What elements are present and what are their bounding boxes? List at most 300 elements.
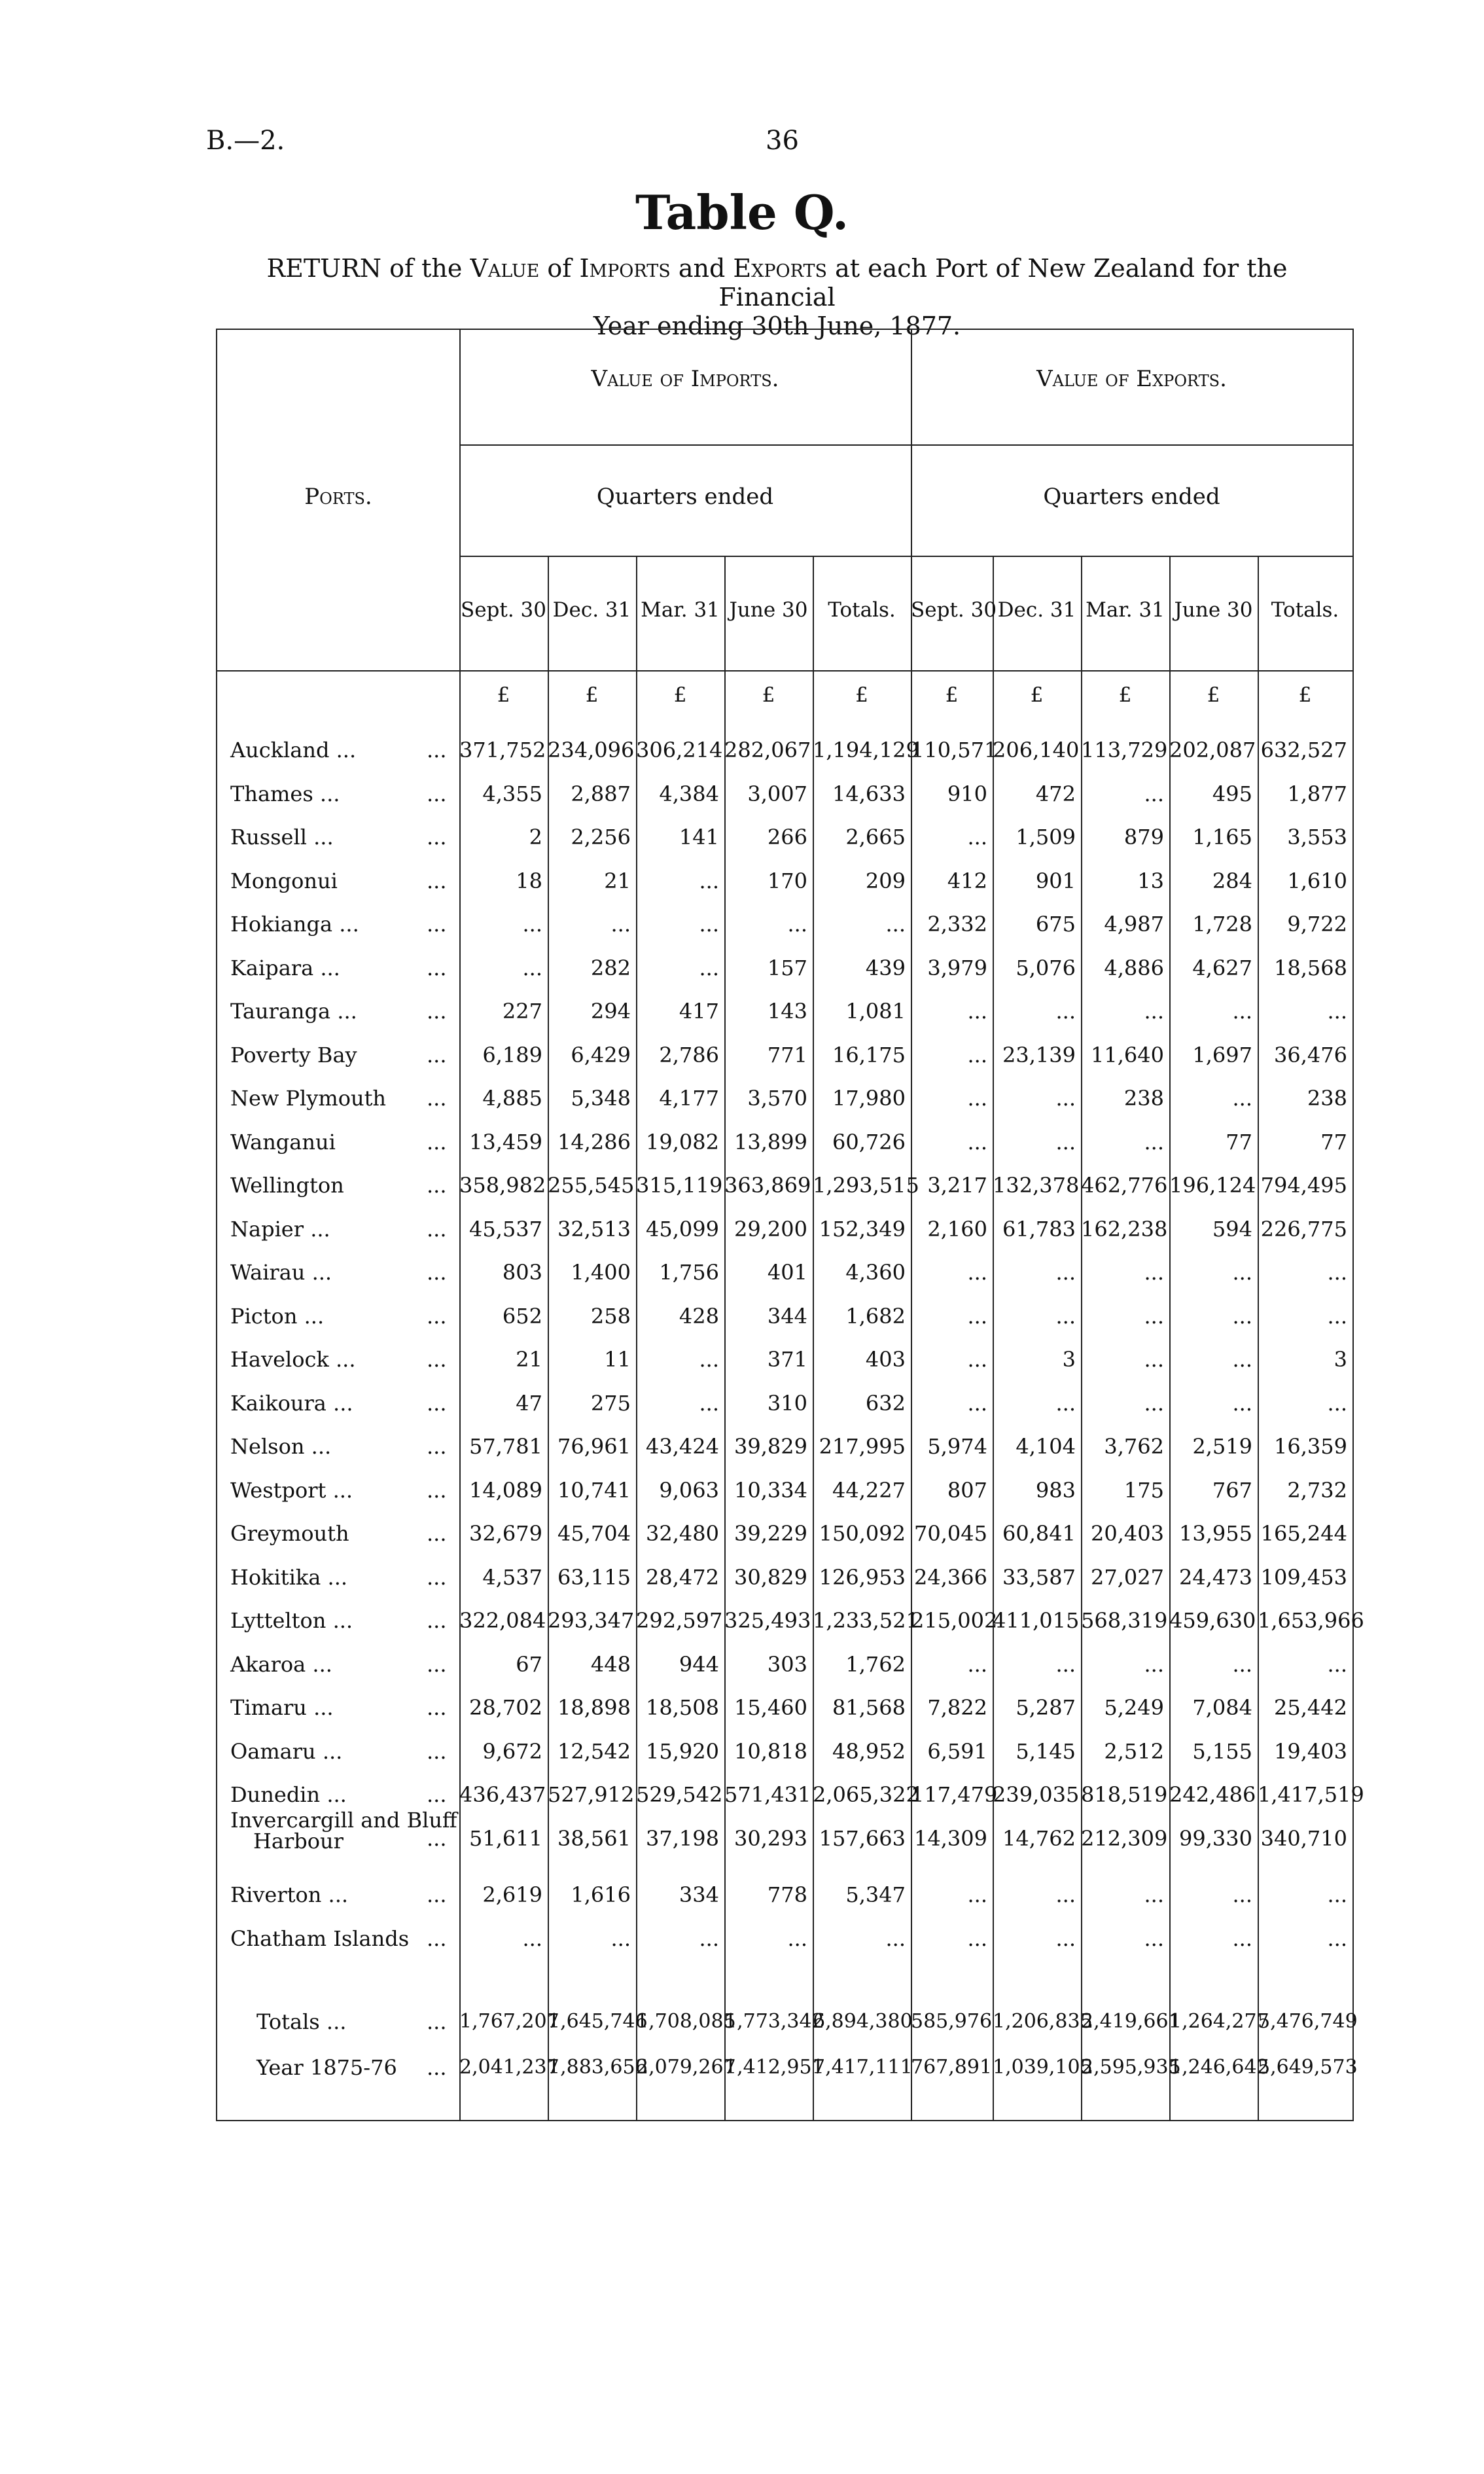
table-cell: ... [1144,1347,1164,1372]
table-cell: 206,140 [993,738,1080,762]
table-cell: ... [967,1303,987,1329]
port-name: Greymouth [230,1521,349,1546]
table-cell: 157 [767,955,807,980]
table-cell: 803 [502,1260,542,1285]
table-cell: 5,145 [1016,1738,1076,1764]
table-cell: ... [1232,1390,1252,1416]
imports-quarters-label: Quarters ended [596,484,774,510]
table-cell: 901 [1035,868,1076,893]
table-cell: 4,360 [845,1260,906,1285]
port-name: Dunedin ... [230,1782,347,1807]
table-cell: 143 [767,999,807,1024]
table-cell: 19,403 [1274,1738,1347,1764]
table-cell: ... [1144,999,1164,1024]
table-cell: 5,347 [845,1882,906,1907]
table-cell: 344 [767,1303,807,1329]
leader-dots: ... [427,1434,447,1459]
table-cell: 109,453 [1260,1564,1347,1590]
table-cell: 217,995 [819,1434,906,1459]
table-cell: 3,570 [747,1086,807,1111]
table-cell: 778 [767,1882,807,1907]
table-cell: 48,952 [832,1738,906,1764]
table-cell: 1,708,085 [636,2010,736,2033]
currency-symbol: £ [855,683,868,707]
table-cell: 157,663 [819,1825,906,1851]
table-cell: 15,920 [646,1738,719,1764]
table-cell: 117,479 [911,1782,998,1807]
table-cell: ... [967,1926,987,1951]
table-cell: 4,537 [482,1564,542,1590]
table-cell: 10,818 [734,1738,807,1764]
leader-dots: ... [427,999,447,1024]
table-cell: 2,256 [571,825,631,850]
table-cell: 14,309 [914,1825,987,1851]
currency-symbol: £ [1207,683,1220,707]
leader-dots: ... [427,781,447,806]
table-cell: 13,899 [734,1129,807,1155]
table-cell: 879 [1123,825,1164,850]
table-cell: ... [967,1882,987,1907]
table-cell: 1,697 [1192,1042,1252,1067]
table-cell: 16,175 [832,1042,906,1067]
table-cell: ... [885,1926,906,1951]
table-cell: 16,359 [1274,1434,1347,1459]
table-cell: 61,783 [1002,1216,1076,1242]
port-name: Invercargill and Bluff [230,1807,457,1833]
column-header: Mar. 31 [641,598,720,622]
table-row [217,1427,1352,1466]
table-cell: 113,729 [1081,738,1168,762]
table-cell: ... [1232,1926,1252,1951]
table-cell: 9,722 [1287,912,1347,937]
table-cell: ... [967,999,987,1024]
table-cell: 202,087 [1169,738,1256,762]
exports-quarters-label: Quarters ended [1043,484,1220,510]
table-cell: ... [699,868,719,893]
imports-header: Value of Imports. [591,366,779,392]
caption-line2: Year ending 30th June, 1877. [593,312,961,340]
table-row [217,861,1352,901]
table-cell: 1,264,277 [1169,2010,1269,2033]
port-name: Auckland ... [230,738,357,762]
table-cell: ... [610,1926,631,1951]
table-cell: ... [967,1347,987,1372]
table-cell: 2,079,267 [636,2056,736,2079]
table-cell: 32,679 [469,1521,542,1546]
table-cell: ... [1144,1651,1164,1677]
table-cell: 5,649,573 [1258,2056,1358,2079]
table-cell: 63,115 [557,1564,631,1590]
table-cell: 371 [767,1347,807,1372]
table-cell: ... [699,912,719,937]
table-cell: 594 [1212,1216,1252,1242]
table-cell: 334 [679,1882,719,1907]
table-cell: 226,775 [1260,1216,1347,1242]
table-cell: 411,015 [993,1608,1080,1633]
table-cell: ... [967,1651,987,1677]
table-cell: 325,493 [724,1608,811,1633]
table-cell: 234,096 [548,738,635,762]
table-cell: ... [1055,1651,1076,1677]
table-cell: 1,039,105 [993,2056,1093,2079]
table-cell: 1,645,746 [548,2010,648,2033]
currency-symbol: £ [762,683,775,707]
table-cell: 340,710 [1260,1825,1347,1851]
leader-dots: ... [427,738,447,762]
table-cell: 322,084 [459,1608,546,1633]
table-cell: 417 [679,999,719,1024]
table-cell: 7,822 [927,1695,987,1720]
port-name: Chatham Islands [230,1926,410,1951]
table-row [217,1340,1352,1379]
leader-dots: ... [427,1825,447,1851]
page-id: B.—2. [206,126,285,156]
rule-under-colheads [217,670,1352,672]
table-cell: 18,508 [646,1695,719,1720]
table-cell: ... [699,1390,719,1416]
table-cell: 4,177 [659,1086,719,1111]
table-row [217,730,1352,770]
leader-dots: ... [427,1042,447,1067]
table-cell: 4,886 [1104,955,1164,980]
table-cell: ... [967,1390,987,1416]
table-cell: 1,883,656 [548,2056,648,2079]
leader-dots: ... [427,825,447,850]
table-cell: 5,155 [1192,1738,1252,1764]
table-row [217,948,1352,988]
table-cell: 9,063 [659,1477,719,1503]
table-cell: 3,007 [747,781,807,806]
table-cell: 2,786 [659,1042,719,1067]
table-cell: ... [610,912,631,937]
table-cell: 20,403 [1091,1521,1164,1546]
table-cell: ... [1144,1303,1164,1329]
table-cell: 266 [767,825,807,850]
leader-dots: ... [427,1564,447,1590]
table-cell: 255,545 [548,1173,635,1198]
totals-row [217,2048,1358,2087]
table-cell: 1,773,342 [724,2010,824,2033]
table-cell: 5,076 [1016,955,1076,980]
table-cell: 2,595,935 [1081,2056,1181,2079]
table-cell: 767 [1212,1477,1252,1503]
table-cell: 14,089 [469,1477,542,1503]
table-cell: 571,431 [724,1782,811,1807]
table-cell: 7,417,111 [813,2056,913,2079]
table-row [217,1732,1352,1771]
table-cell: 1,246,642 [1169,2056,1269,2079]
table-cell: 25,442 [1274,1695,1347,1720]
table-cell: 2 [529,825,542,850]
table-cell: 150,092 [819,1521,906,1546]
table-cell: ... [699,1926,719,1951]
table-cell: 19,082 [646,1129,719,1155]
port-name: Wairau ... [230,1260,332,1285]
column-header: June 30 [1174,598,1253,622]
table-cell: 209 [865,868,906,893]
leader-dots: ... [427,1738,447,1764]
table-cell: 412 [947,868,987,893]
currency-symbol: £ [1030,683,1044,707]
table-cell: 21 [604,868,631,893]
table-cell: ... [1144,1390,1164,1416]
table-cell: 2,619 [482,1882,542,1907]
table-cell: 2,665 [845,825,906,850]
table-cell: ... [1232,1882,1252,1907]
table-cell: 910 [947,781,987,806]
table-cell: 28,702 [469,1695,542,1720]
table-cell: 39,829 [734,1434,807,1459]
table-row [217,1035,1352,1075]
table-cell: 4,627 [1192,955,1252,980]
table-cell: 3 [1334,1347,1347,1372]
column-header: June 30 [729,598,808,622]
table-cell: 275 [590,1390,631,1416]
table-cell: 1,417,519 [1258,1782,1364,1807]
table-cell: 818,519 [1081,1782,1168,1807]
table-cell: 1,616 [571,1882,631,1907]
table-cell: 2,512 [1104,1738,1164,1764]
leader-dots: ... [427,1926,447,1951]
leader-dots: ... [427,1782,447,1807]
table-cell: ... [1327,1303,1347,1329]
column-header: Sept. 30 [460,598,547,622]
table-row [217,1875,1352,1914]
port-name: Hokitika ... [230,1564,348,1590]
table-row [217,992,1352,1031]
leader-dots: ... [427,1477,447,1503]
table-cell: 292,597 [636,1608,723,1633]
table-cell: 315,119 [636,1173,723,1198]
table-cell: 5,476,749 [1258,2010,1358,2033]
table-cell: ... [1055,1303,1076,1329]
port-name-cont: Harbour [253,1828,344,1854]
column-header: Dec. 31 [997,598,1076,622]
table-cell: 585,976 [911,2010,993,2033]
port-name: Akaroa ... [230,1651,332,1677]
table-cell: 1,509 [1016,825,1076,850]
table-cell: 1,877 [1287,781,1347,806]
table-cell: 310 [767,1390,807,1416]
table-row [217,1514,1352,1553]
table-cell: ... [699,1347,719,1372]
table-cell: ... [1144,1882,1164,1907]
table-row [217,1807,1352,1858]
table-cell: 24,473 [1179,1564,1252,1590]
table-cell: 238 [1123,1086,1164,1111]
table-cell: 132,378 [993,1173,1080,1198]
table-cell: 2,332 [927,912,987,937]
port-name: Picton ... [230,1303,325,1329]
leader-dots: ... [427,1347,447,1372]
table-cell: 4,355 [482,781,542,806]
table-cell: 472 [1035,781,1076,806]
table-cell: 37,198 [646,1825,719,1851]
port-name: Year 1875-76 [256,2055,397,2080]
table-cell: ... [1055,1260,1076,1285]
table-cell: 1,728 [1192,912,1252,937]
port-name: Kaipara ... [230,955,340,980]
currency-symbol: £ [585,683,599,707]
table-cell: ... [1055,1086,1076,1111]
port-name: Kaikoura ... [230,1390,353,1416]
table-cell: ... [967,825,987,850]
table-cell: ... [967,1086,987,1111]
table-cell: 126,953 [819,1564,906,1590]
port-name: Thames ... [230,781,340,806]
table-cell: ... [1055,999,1076,1024]
table-cell: 15,460 [734,1695,807,1720]
table-cell: 401 [767,1260,807,1285]
table-cell: 4,104 [1016,1434,1076,1459]
table-row [217,1297,1352,1336]
table-cell: ... [1144,1260,1164,1285]
table-cell: 4,384 [659,781,719,806]
table-cell: 14,286 [557,1129,631,1155]
table-cell: 1,653,966 [1258,1608,1364,1633]
table-cell: 14,762 [1002,1825,1076,1851]
table-cell: ... [1232,1303,1252,1329]
table-cell: 242,486 [1169,1782,1256,1807]
column-header: Totals. [828,598,896,622]
table-cell: 29,200 [734,1216,807,1242]
table-cell: 1,762 [845,1651,906,1677]
currency-symbol: £ [497,683,510,707]
table-cell: ... [1327,1651,1347,1677]
table-cell: 152,349 [819,1216,906,1242]
table-cell: 239,035 [993,1782,1080,1807]
table-title: Table Q. [635,185,849,240]
table-cell: 944 [679,1651,719,1677]
table-cell: 439 [865,955,906,980]
table-cell: 568,319 [1081,1608,1168,1633]
table-cell: 39,229 [734,1521,807,1546]
table-cell: 81,568 [832,1695,906,1720]
table-cell: 2,732 [1287,1477,1347,1503]
table-cell: 448 [590,1651,631,1677]
table-cell: 238 [1307,1086,1347,1111]
table-cell: 807 [947,1477,987,1503]
table-cell: ... [522,955,542,980]
table-cell: 33,587 [1002,1564,1076,1590]
table-cell: ... [967,1129,987,1155]
table-cell: 403 [865,1347,906,1372]
table-cell: 3,762 [1104,1434,1164,1459]
caption-value-word: Value [470,254,540,283]
table-cell: 2,887 [571,781,631,806]
table-cell: 18,898 [557,1695,631,1720]
table-cell: 12,542 [557,1738,631,1764]
table-cell: 428 [679,1303,719,1329]
table-cell: ... [522,1926,542,1951]
caption-line1-rest: at each Port of New Zealand for the Financial [718,254,1288,312]
table-cell: ... [1055,1129,1076,1155]
table-row [217,1558,1352,1597]
totals-row [217,2002,1358,2041]
table-cell: ... [1232,1651,1252,1677]
table-row [217,1210,1352,1249]
leader-dots: ... [427,1390,447,1416]
table-cell: ... [1055,1390,1076,1416]
leader-dots: ... [427,1608,447,1633]
table-cell: 70,045 [914,1521,987,1546]
table-cell: 983 [1035,1477,1076,1503]
table-cell: 7,084 [1192,1695,1252,1720]
table-cell: 60,841 [1002,1521,1076,1546]
table-cell: 14,633 [832,781,906,806]
table-cell: 529,542 [636,1782,723,1807]
leader-dots: ... [427,1216,447,1242]
table-cell: 3,979 [927,955,987,980]
table-cell: 18 [516,868,542,893]
leader-dots: ... [427,2009,447,2034]
table-cell: 306,214 [636,738,723,762]
return-table [216,329,1364,2121]
port-name: Tauranga ... [230,999,357,1024]
table-row [217,1166,1352,1205]
page-number: 36 [766,126,799,156]
table-cell: 303 [767,1651,807,1677]
port-name: Napier ... [230,1216,330,1242]
table-cell: 5,348 [571,1086,631,1111]
table-cell: 76,961 [557,1434,631,1459]
table-cell: ... [699,955,719,980]
table-cell: ... [1055,1882,1076,1907]
table-cell: 2,065,322 [813,1782,919,1807]
table-cell: 77 [1226,1129,1252,1155]
table-cell: ... [1144,781,1164,806]
table-cell: 57,781 [469,1434,542,1459]
table-cell: 43,424 [646,1434,719,1459]
table-cell: ... [1327,999,1347,1024]
table-cell: 5,974 [927,1434,987,1459]
table-row [217,1253,1352,1292]
table-cell: 2,419,661 [1081,2010,1181,2033]
table-cell: ... [1232,1086,1252,1111]
caption-imports-word: Imports [579,254,671,283]
table-cell: 4,987 [1104,912,1164,937]
table-cell: 32,513 [557,1216,631,1242]
leader-dots: ... [427,1260,447,1285]
table-cell: 27,027 [1091,1564,1164,1590]
table-cell: ... [1144,1129,1164,1155]
port-name: Havelock ... [230,1347,356,1372]
table-cell: 196,124 [1169,1173,1256,1198]
table-cell: 45,099 [646,1216,719,1242]
table-cell: 21 [516,1347,542,1372]
table-cell: 436,437 [459,1782,546,1807]
table-cell: 13,459 [469,1129,542,1155]
table-cell: ... [1055,1926,1076,1951]
port-name: Riverton ... [230,1882,349,1907]
leader-dots: ... [427,1651,447,1677]
table-cell: 6,189 [482,1042,542,1067]
table-row [217,1601,1364,1640]
table-cell: 45,704 [557,1521,631,1546]
currency-symbol: £ [1118,683,1132,707]
table-cell: 282,067 [724,738,811,762]
table-cell: 675 [1035,912,1076,937]
table-cell: ... [787,912,807,937]
table-cell: 495 [1212,781,1252,806]
table-cell: 24,366 [914,1564,987,1590]
table-cell: 77 [1320,1129,1347,1155]
column-header: Sept. 30 [911,598,997,622]
column-header: Dec. 31 [552,598,631,622]
table-cell: 227 [502,999,542,1024]
table-cell: 110,571 [911,738,998,762]
leader-dots: ... [427,912,447,937]
